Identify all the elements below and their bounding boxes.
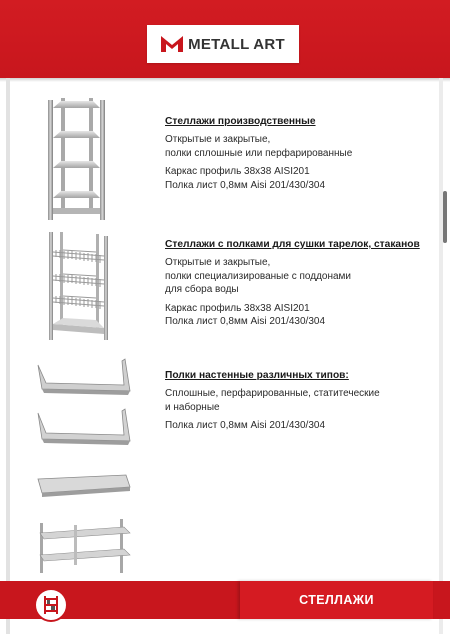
- section-spec: Полка лист 0,8мм Aisi 201/430/304: [165, 316, 326, 327]
- section-spec: Каркас профиль 38х38 AISI201: [165, 166, 310, 177]
- logo-mark-icon: [161, 36, 183, 52]
- drying-rack-image: [46, 232, 112, 342]
- section-title: Стеллажи с полками для сушки тарелок, стаканов: [165, 239, 420, 250]
- section-line: и наборные: [165, 401, 220, 413]
- footer-title: СТЕЛЛАЖИ: [299, 593, 374, 607]
- logo-text: METALL ART: [188, 35, 285, 53]
- section-spec: Каркас профиль 38х38 AISI201: [165, 302, 310, 314]
- logo: [147, 25, 299, 63]
- shelving-icon: [36, 590, 66, 620]
- left-rail: [6, 78, 10, 634]
- section-line: Открытые и закрытые,: [165, 134, 271, 145]
- industrial-shelving-image: [44, 98, 110, 222]
- section-line: Открытые и закрытые,: [165, 257, 271, 268]
- section-wall-shelves: [165, 369, 440, 433]
- section-title: Полки настенные различных типов:: [165, 370, 349, 381]
- section-spec: Полка лист 0,8мм Aisi 201/430/304: [165, 179, 326, 191]
- section-line: Сплошные, перфарированные, статитеческие: [165, 388, 380, 399]
- section-industrial-shelving: [165, 115, 440, 192]
- section-line: для сбора воды: [165, 284, 239, 295]
- section-spec: Полка лист 0,8мм Aisi 201/430/304: [165, 420, 326, 431]
- section-title: Стеллажи производственные: [165, 116, 316, 127]
- wall-shelves-image: [34, 355, 134, 575]
- footer-badge: [34, 588, 68, 622]
- section-line: полки специализированые с поддонами: [165, 270, 352, 282]
- scrollbar[interactable]: [443, 191, 447, 243]
- section-drying-rack: [165, 238, 440, 329]
- section-line: полки сплошные или перфарированные: [165, 147, 353, 159]
